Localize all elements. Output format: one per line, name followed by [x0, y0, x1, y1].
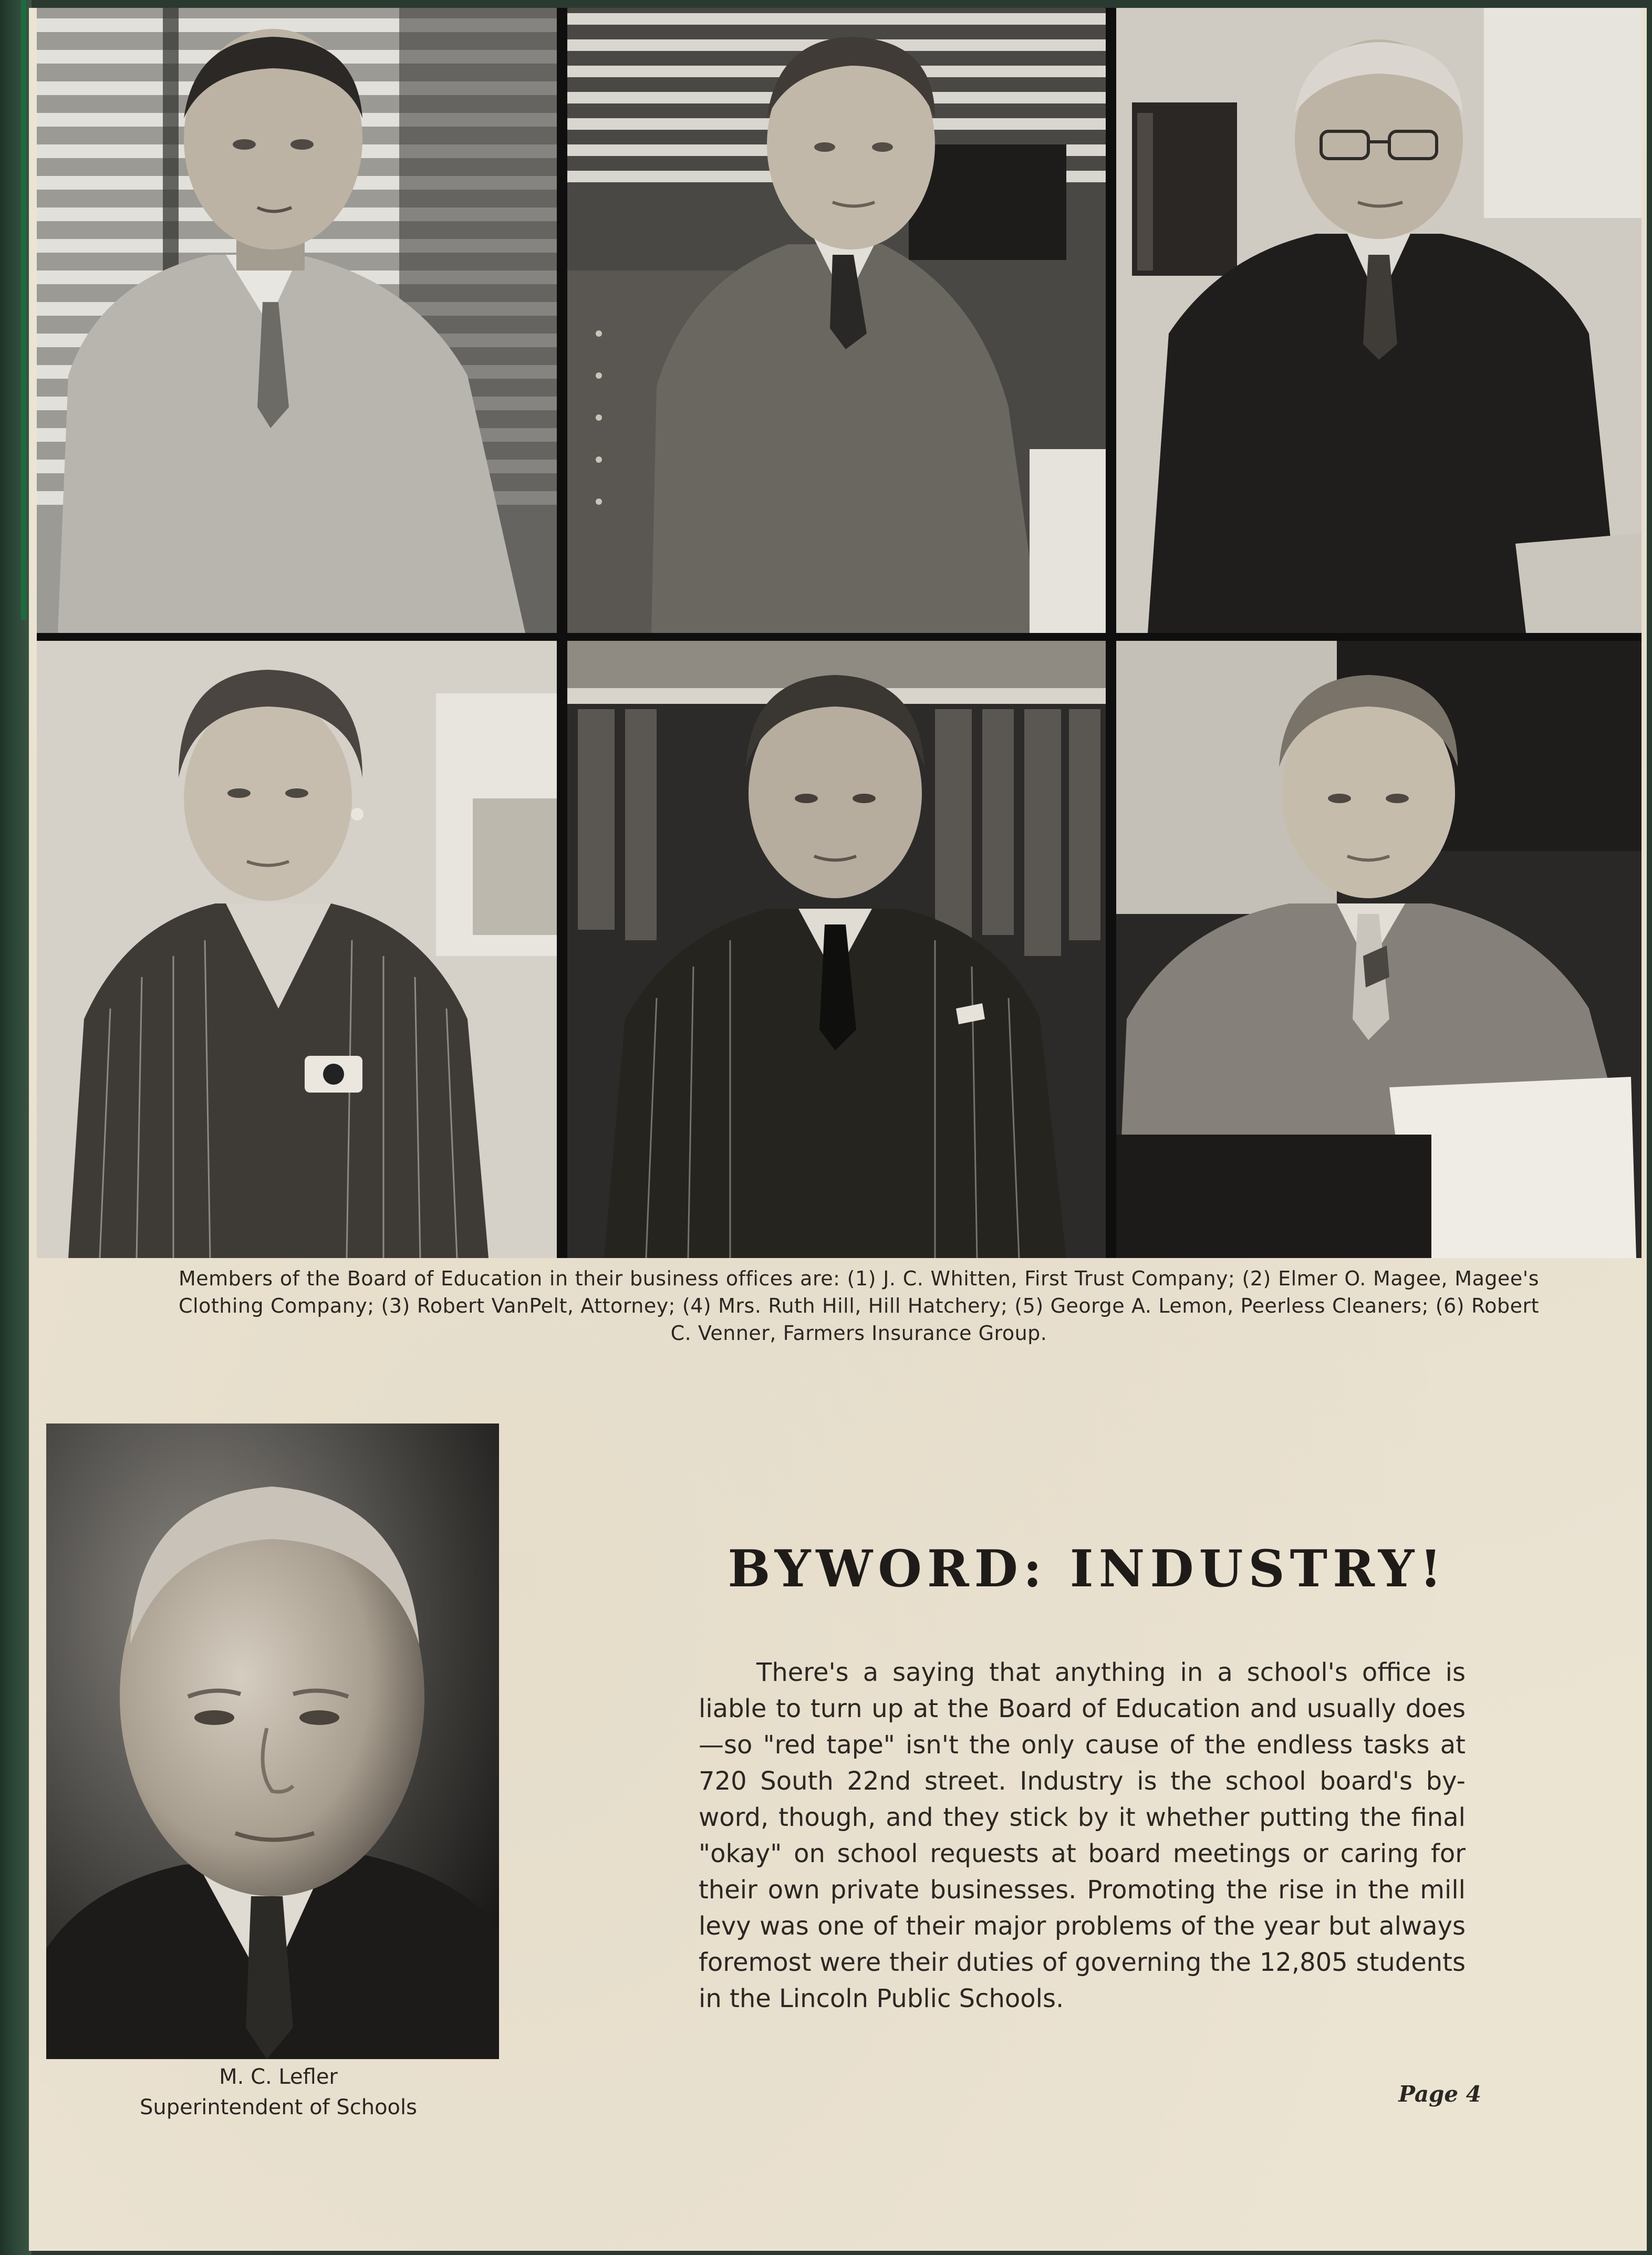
board-member-photo-5	[567, 641, 1106, 1258]
board-members-caption: Members of the Board of Education in their business offices are: (1) J. C. Whitten, First Trust Company; (2) Elmer O. Magee, Magee's Clothing Company; (3) Robert VanPelt, Attorney; (4) Mrs. Ruth Hill, Hill Hatchery; (5) George A. Lemon, Peerless Cleaners; (6) Robert C. Venner, Farmers Insurance Group.	[179, 1267, 1539, 1345]
board-member-photo-6	[1116, 641, 1641, 1258]
superintendent-name: M. C. Lefler	[219, 2065, 338, 2089]
superintendent-caption	[79, 2062, 478, 2123]
article-body: There's a saying that anything in a school's office is liable to turn up at the Board of Education and usually does—so "red tape" isn't the only cause of the endless tasks at 720 South 22nd street. Industry is the school board's by-word, though, and they stick by it whether putting the final "okay" on school requests at board meetings or caring for their own private businesses. Promoting the rise in the mill levy was one of their major problems of the year but always foremost were their duties of governing the 12,805 students in the Lincoln Public Schools.	[699, 1658, 1466, 2013]
board-member-photo-2	[567, 8, 1106, 633]
book-binding	[0, 0, 32, 2255]
board-member-photo-1	[37, 8, 557, 633]
binding-stripe	[21, 0, 26, 620]
board-member-photo-3	[1116, 8, 1641, 633]
board-member-photo-4	[37, 641, 557, 1258]
board-photo-grid	[37, 8, 1641, 1258]
superintendent-title: Superintendent of Schools	[140, 2095, 417, 2119]
article-headline: BYWORD: INDUSTRY!	[728, 1539, 1447, 1598]
page-number: Page 4	[1398, 2081, 1481, 2107]
superintendent-portrait	[46, 1423, 499, 2059]
